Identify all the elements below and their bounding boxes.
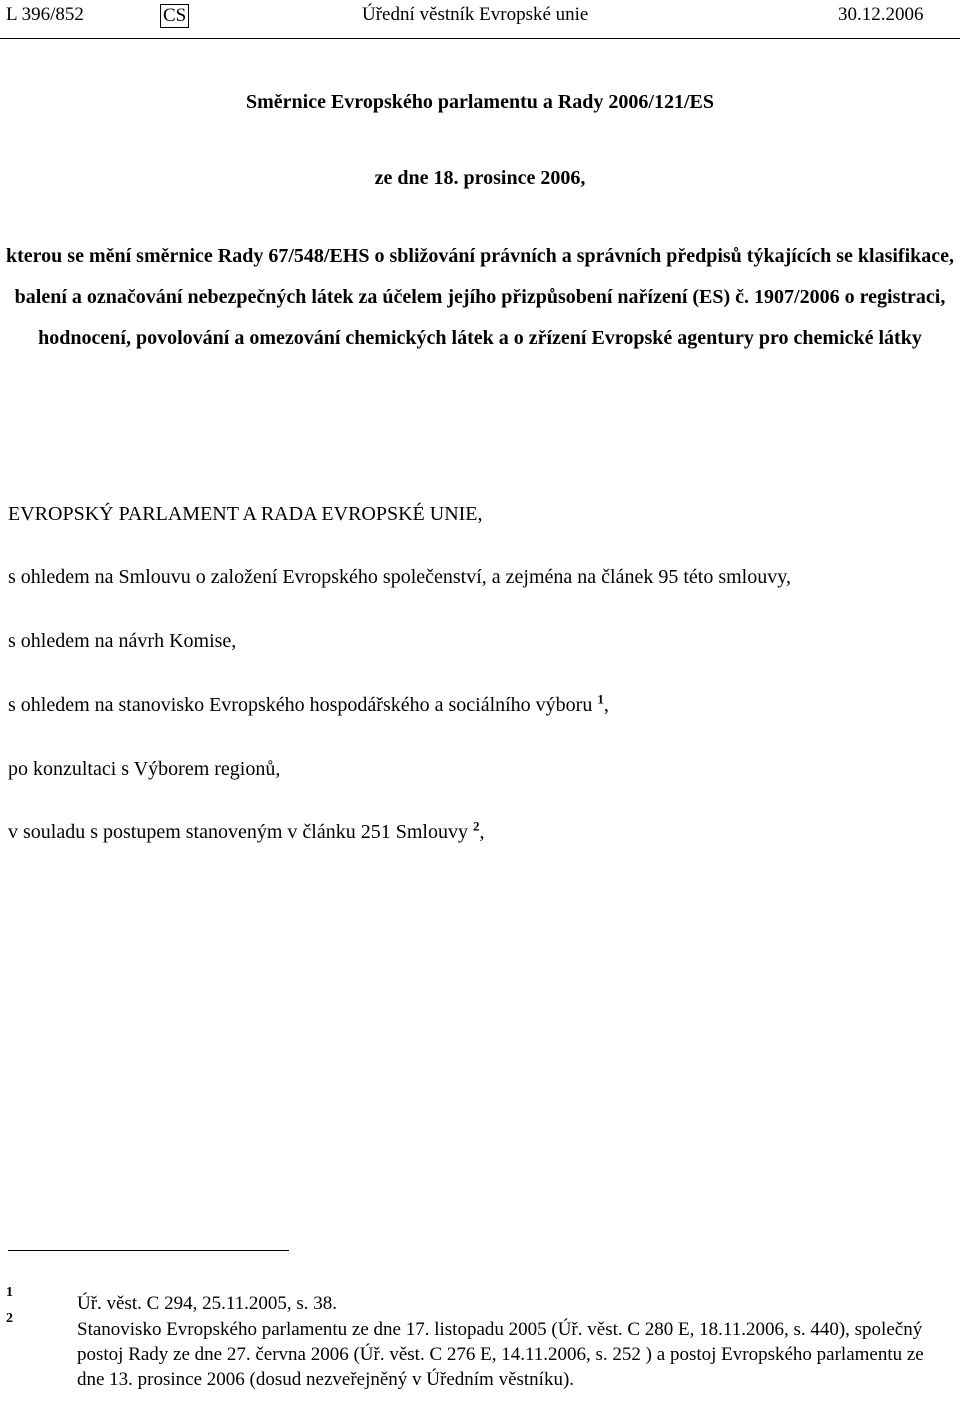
preamble-opinion — [8, 693, 953, 717]
preamble-consultation: po konzultaci s Výborem regionů, — [8, 758, 281, 780]
footnote-divider — [8, 1250, 289, 1251]
document-subtitle: kterou se mění směrnice Rady 67/548/EHS o sbližování právních a správních předpisů týkajících se klasifikace, balení a označování nebezpečných látek za účelem jejího přizpůsobení nařízení (ES) č. 1907/2006 o registraci, hodnocení, povolování a omezování chemických látek a o zřízení Evropské agentury pro chemické látky — [5, 245, 955, 349]
footnote-text: Úř. věst. C 294, 25.11.2005, s. 38. — [77, 1293, 338, 1314]
document-date: ze dne 18. prosince 2006, — [374, 167, 586, 189]
journal-name: Úřední věstník Evropské unie — [362, 4, 589, 25]
preamble-institutions: EVROPSKÝ PARLAMENT A RADA EVROPSKÉ UNIE, — [8, 503, 483, 525]
page-reference: L 396/852 — [6, 4, 84, 25]
footnote-text: Stanovisko Evropského parlamentu ze dne 17. listopadu 2005 (Úř. věst. C 280 E, 18.11.2006, s. 440), společný postoj Rady ze dne 27. června 2006 (Úř. věst. C 276 E, 14.11.2006, s. 252 ) a postoj Evropského parlamentu ze dne 13. prosince 2006 (dosud nezveřejněný v Úředním věstníku). — [77, 1319, 924, 1390]
publication-date: 30.12.2006 — [838, 4, 924, 25]
footnote-number: 2 — [6, 1311, 13, 1326]
preamble-procedure — [8, 820, 953, 844]
preamble-opinion-end: , — [603, 694, 609, 716]
footnote-ref-1[interactable]: 1 — [597, 691, 604, 707]
page-header — [0, 0, 960, 34]
preamble-treaty: s ohledem na Smlouvu o založení Evropského společenství, a zejména na článek 95 této smlouvy, — [8, 566, 791, 588]
preamble-procedure-end: , — [479, 821, 485, 843]
language-code: CS — [160, 4, 189, 28]
preamble-opinion-text: s ohledem na stanovisko Evropského hospodářského a sociálního výboru — [8, 694, 593, 716]
header-divider — [0, 38, 960, 39]
footnote-number: 1 — [6, 1285, 13, 1300]
preamble-procedure-text: v souladu s postupem stanoveným v článku 251 Smlouvy — [8, 821, 468, 843]
document-title: Směrnice Evropského parlamentu a Rady 2006/121/ES — [246, 91, 714, 113]
footnote-ref-2[interactable]: 2 — [472, 818, 480, 834]
preamble-proposal: s ohledem na návrh Komise, — [8, 630, 237, 652]
